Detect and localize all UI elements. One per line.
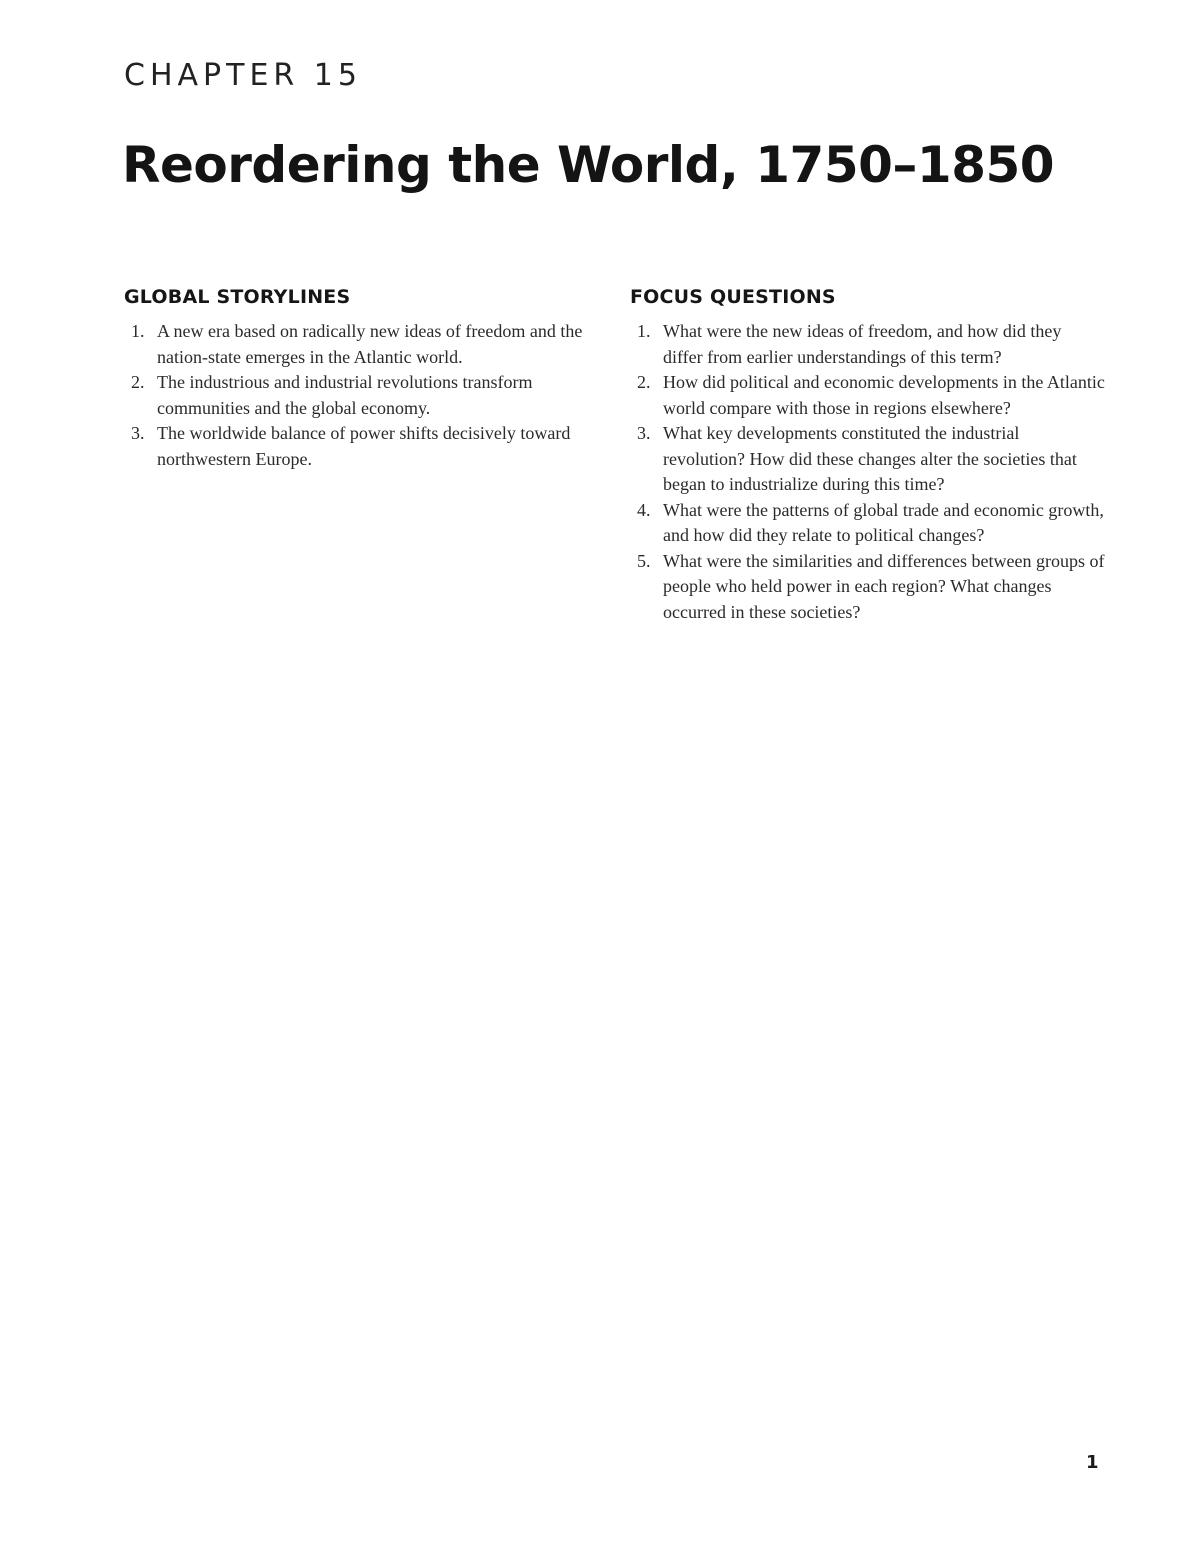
storyline-item: [124, 370, 599, 421]
storyline-text: A new era based on radically new ideas of freedom and the nation-state emerges in the Atlantic world.: [157, 321, 583, 367]
focus-question-item: [630, 370, 1105, 421]
focus-question-number: 3.: [637, 423, 651, 443]
focus-question-number: 2.: [637, 372, 651, 392]
storyline-item: [124, 421, 599, 472]
focus-question-item: [630, 421, 1105, 498]
storyline-number: 1.: [131, 321, 145, 341]
focus-questions-section: [630, 286, 1105, 625]
storyline-text: The industrious and industrial revolutions transform communities and the global economy.: [157, 372, 533, 418]
focus-question-text: What key developments constituted the industrial revolution? How did these changes alter the societies that began to industrialize during this time?: [663, 423, 1077, 494]
focus-question-item: [630, 549, 1105, 626]
focus-question-text: How did political and economic developments in the Atlantic world compare with those in regions elsewhere?: [663, 372, 1105, 418]
focus-question-text: What were the patterns of global trade and economic growth, and how did they relate to political changes?: [663, 499, 1104, 545]
storyline-number: 3.: [131, 423, 145, 443]
global-storylines-heading: GLOBAL STORYLINES: [124, 286, 351, 308]
page-number: 1: [1086, 1452, 1099, 1473]
focus-questions-heading: FOCUS QUESTIONS: [630, 286, 836, 308]
focus-question-number: 5.: [637, 550, 651, 571]
focus-questions-list: [630, 319, 1105, 625]
chapter-title: Reordering the World, 1750–1850: [122, 136, 1055, 194]
focus-question-text: What were the similarities and differences between groups of people who held power in each region? What changes occurred in these societies?: [663, 550, 1105, 622]
focus-question-text: What were the new ideas of freedom, and how did they differ from earlier understandings of this term?: [663, 321, 1062, 367]
storyline-number: 2.: [131, 372, 145, 392]
focus-question-item: [630, 319, 1105, 370]
global-storylines-section: [124, 286, 599, 472]
storyline-item: [124, 319, 599, 370]
storyline-text: The worldwide balance of power shifts decisively toward northwestern Europe.: [157, 423, 571, 469]
focus-question-number: 1.: [637, 321, 651, 341]
focus-question-number: 4.: [637, 499, 651, 520]
chapter-label: CHAPTER 15: [124, 58, 362, 93]
focus-question-item: [630, 498, 1105, 549]
global-storylines-list: [124, 319, 599, 472]
